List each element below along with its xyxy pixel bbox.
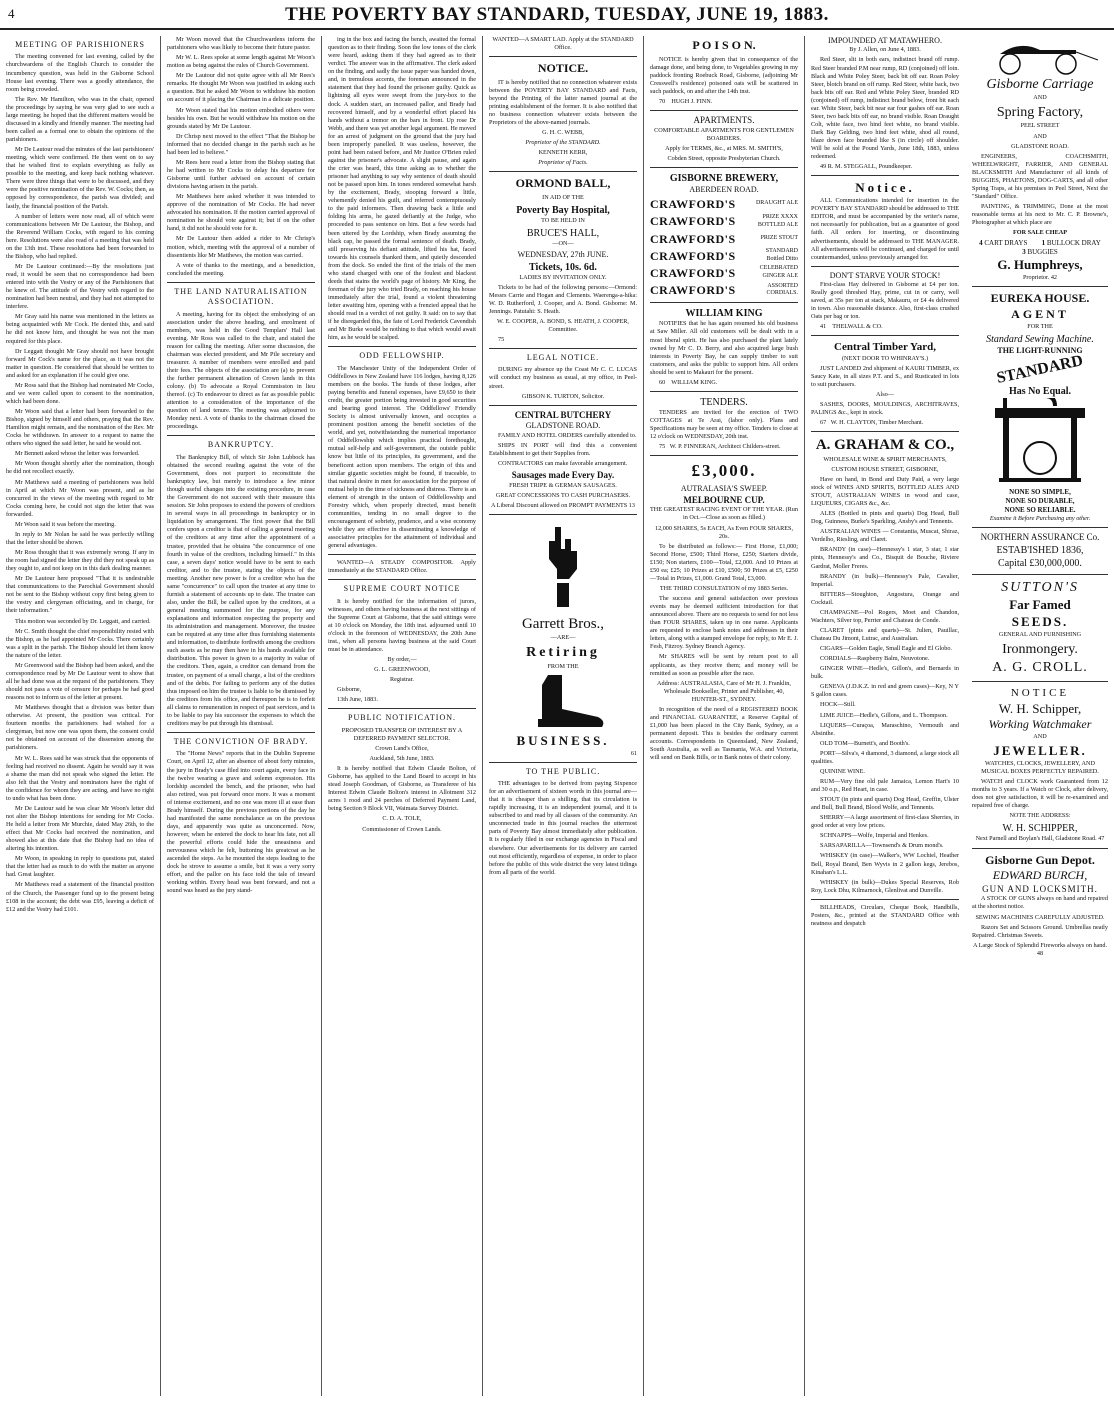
article-title: BANKRUPTCY. <box>207 440 275 450</box>
paragraph: ALL Communications intended for insertion in the POVERTY BAY STANDARD should be addressed to THE EDITOR, and must be accompanied by the writer's name, not necessarily for publication, but as a guarantee of good faith. All orders for inserting, or discontinuing advertisements, should be addressed to THE MANAGER. All advertisements will be continued, and charged for until countermanded, unless previously arranged for. <box>811 197 959 261</box>
signature: 75 W. P. FINNERAN, Architect Childers-street. <box>659 443 781 451</box>
paragraph: PAINTING, & TRIMMING, Done at the most reasonable terms at his next to Mr. C. P. Browne's, Photographer at which place are <box>972 203 1108 227</box>
no-equal: Has No Equal. <box>1009 385 1071 397</box>
paragraph: A STOCK OF GUNS always on hand and repaired at the shortest notice. <box>972 895 1108 911</box>
impounded-sub: By J. Allen, on June 4, 1883. <box>849 46 921 54</box>
sweep-title: AUTRALASIA'S SWEEP. <box>680 484 768 494</box>
notice-title: NOTICE. <box>537 61 589 76</box>
paragraph: THE advantages to be derived from paying Sixpence for an advertisement of sixteen words in this journal are—that it is cheaper than a shilling, that its circulation is rapidly increasing, it is an independent journal, and it is subscribed to and read by all classes of the community. An unconnected trade in this journal reaches the uttermost parts of Poverty Bay almost immediately after publication. It is regularly filed in our exchange agencies in Fiscal and elsewhere. Our advertisements for its delivery are carried out most efficiently, regardless of expense, in order to place before the public of this wide district the very latest tidings from all parts of the world. <box>489 780 637 876</box>
schipper: W. H. Schipper, <box>998 700 1082 716</box>
gun-name: EDWARD BURCH, <box>992 868 1088 883</box>
brew-kind: PRIZE STOUT <box>760 234 798 241</box>
graham-item: CORDIALS—Raspberry Balm, Neuvotone. <box>820 655 930 663</box>
paragraph: Mr De Lautour continued:—By the resolutions just read, it would be seen that no correspondence had been entered into with the Vestry or any of the Parishioners that he knew of. The attitude of the Vestry with regard to the nomination had been neutral, and they had not attempted to interfere. <box>6 262 154 311</box>
article-title: ODD FELLOWSHIP. <box>359 351 445 361</box>
column-2 <box>161 36 321 1396</box>
brew-name: CRAWFORD'S <box>650 231 736 246</box>
signature: 41 THELWALL & CO. <box>820 323 883 331</box>
graham-item: SHERRY—A large assortment of first-class Sherries, in good order at very low prices. <box>811 814 959 830</box>
notice-title: Notice. <box>855 180 915 196</box>
seeds: SEEDS. <box>1011 613 1069 629</box>
article-title: THE LAND NATURALISATION ASSOCIATION. <box>174 286 308 307</box>
masthead <box>0 0 1114 30</box>
paragraph: It is hereby notified for the information of jurors, witnesses, and others having business at the next sittings of the Supreme Court at Gisborne, that the said sittings were at 10 o'clock on Monday, the 18th inst. adjourned until 10 o'clock in the forenoon of WEDNESDAY, the 20th June inst., when all persons having business at the said Court must be in attendance. <box>328 597 476 654</box>
signature: 60 WILLIAM KING. <box>659 378 718 386</box>
signature: KENNETH KERR, <box>538 149 588 157</box>
glove-illustration <box>489 519 637 609</box>
are-label: —ARE— <box>550 634 576 642</box>
paragraph: A vote of thanks to the meetings, and a benediction, concluded the meeting. <box>167 261 315 277</box>
paragraph: A number of letters were now read, all of which were communications between Mr De Lautour, the Bishop, and the Reverend William Cocks, with regard to his coming here. Resolutions were also read of a meeting that was held on the 13th inst. These resolutions had been forwarded to the Bishop, who had replied. <box>6 212 154 260</box>
place: Gisborne, <box>337 686 362 694</box>
paragraph: Mr W. L. Rees spoke at some length against Mr Woon's motion as being against the rules of Church Government. <box>167 54 315 70</box>
brew-row <box>650 231 798 247</box>
northern-assurance: NORTHERN ASSURANCE Co. <box>980 532 1100 543</box>
paragraph: Red Steer, slit in both ears, indistinct brand off rump. Red Steer branded P.M near rump, RD (conjoined) off loin. Black and White Poley Steer, back bit off ear. Roan Poley Steer, blotch brand on off rump. Red Steer, white back, two back bits off ear. Red and White Poley Steer, branded RD (conjoined) off rump, indistinct brand below, front bit each ear. White Steer, back bit near ear four gashes off ear. Roan Steer, two back bits off ear, no brand visible. Roan Draught Colt, white face, two hind feet white, no brand visible. Dark Bay Gelding, two hind feet white, shod all round, blaze down face branded like S (in circle) off shoulder. Will be sold at the Pound Yards, June 18th, 1883, unless redeemed. <box>811 56 959 161</box>
page-number: 4 <box>8 6 15 21</box>
ball-tickets: Tickets, 10s. 6d. <box>529 261 597 273</box>
paragraph: The Rev. Mr Hamilton, who was in the chair, opened the proceedings by saying he was very glad to see such a large meeting; he hoped that the different matters would be discussed in a kindly and friendly manner. The meeting had been called as a formal one to obtain the opinions of the parishioners. <box>6 95 154 144</box>
sewing-machine-illustration <box>972 398 1108 488</box>
paragraph: Mr SHARES will be sent by return post to all applicants, as they receive them; and money will be remitted as soon as possible after the race. <box>650 653 798 677</box>
paragraph: Mr Gray said his name was mentioned in the letters as being acquainted with Mr Cock. He denied this, and said he did not know him, and thought he was not the man required for this place. <box>6 313 154 345</box>
brew-kind: ASSORTED CORDIALS. <box>766 282 798 297</box>
signature: G. L. GREENWOOD, <box>374 666 430 674</box>
gun-depot: Gisborne Gun Depot. <box>985 852 1095 867</box>
paragraph: IT is hereby notified that no connection whatever exists between the POVERTY BAY STANDARD and Facts, beyond the Printing of the latter named journal at the printing establishment of the former. It is also notified that no business connection whatever exists between the Proprietors of the above-named journals. <box>489 78 637 127</box>
column-6 <box>966 36 1114 1396</box>
graham-item: BRANDY (in bulk)—Hennessy's Pale, Cavalier, Imperial. <box>811 572 959 588</box>
timber-title: Central Timber Yard, <box>834 341 936 354</box>
newspaper-title: THE POVERTY BAY STANDARD, TUESDAY, JUNE 19, 1883. <box>285 4 829 25</box>
graham-item: SCHNAPPS—Wolfe, Imperial and Henkes. <box>820 832 929 840</box>
paragraph: Mr Matthews thought that a division was better than otherwise. At present, the position was critical. For fourteen months the parishioners had wished for a clergyman, but now one was upon them, the consent could not be obtained on account of the dissension among the parishioners. <box>6 704 154 752</box>
graham-sub: WHOLESALE WINE & SPIRIT MERCHANTS, <box>823 455 947 463</box>
ball-hospital: Poverty Bay Hospital, <box>516 205 610 216</box>
article-title: TO THE PUBLIC. <box>525 766 601 776</box>
brew-list <box>650 196 798 298</box>
article-title: MEETING OF PARISHIONERS <box>15 40 145 49</box>
brew-name: CRAWFORD'S <box>650 248 736 263</box>
ball-held: TO BE HELD IN <box>541 217 585 224</box>
paragraph: THE GREATEST RACING EVENT OF THE YEAR. (Run in Oct.—Close as soon as filled.) <box>650 506 798 522</box>
column-5 <box>805 36 965 1396</box>
paragraph: It is hereby notified that Edwin Claude Bolton, of Gisborne, has applied to the Land Board to accept in his stead Joseph Goodman, of Gisborne, as Transferee of his Interest Edwin Claude Bolton's interest in Allotment 312 acres 1 rood and 24 perches of Deferred Payment Land, being Section 9 Block VII, Waimata Survey District. <box>328 765 476 813</box>
column-3-ads <box>483 36 643 1396</box>
carriage-illustration <box>972 36 1108 76</box>
brew-name: CRAWFORD'S <box>650 266 736 281</box>
graham-item: BRANDY (in case)—Hennessy's 1 star, 3 star, 1 star pints, Hennessy's and Co., Bisquit de Bouche, Riviere Gardrat, Moller Freres. <box>811 546 959 570</box>
paragraph: The Manchester Unity of the Independent Order of Oddfellows in New Zealand have 116 lodges, having 8,126 members on the books. The funds of these lodges, after paying benefits and funeral expenses, have £9,650 to their credit, the greater portion being invested in good securities and bearing good interest. The Oddfellows' Friendly Society is almost universally known, and occupies a prominent position among the benefit societies of the world, and yet, notwithstanding the numerical importance of Oddfellowship which implies practical forethought, mutual self-help and self-government, the outside public know but little of its principles, its government, and the beneficent action upon members. The origin of this and similar gigantic societies might be found, if traceable, to that natural desire in men for association for the purpose of mutual help in the time of sickness and distress. There is an element of strength in the unison of Oddfellowship and Forestry which, when properly directed, must benefit communities, tending in no small degree to the encouragement of sobriety, prudence, and a wise economy while they are effective in disseminating a knowledge of associative principles for the attainment of individual and general advantages. <box>328 364 476 550</box>
sale-item: 1 BULLOCK DRAY <box>1041 239 1101 248</box>
column-1 <box>0 36 160 1396</box>
tripe: FRESH TRIPE & GERMAN SAUSAGES. <box>509 481 617 489</box>
paragraph: ing in the box and facing the bench, awaited the formal question as to their finding. Soon the low tones of the clerk were heard, asking them if they had agreed as to their verdict. The answer was in the affirmative. The clerk asked on the finding, and sadly the issue paper was handed down, and, in tremulous accents, the foreman announced in the statement that they had found the prisoner guilty. Quick as lightning all eyes were swept from the jury-box to the dock. A sudden start, an increased pallor, and Brady had recovered himself, and by a wonderful effort placed his hands without a tremor on the bars in front. Up rose Dr Webb, and there was yet another legal argument. He moved for an arrest of judgment on the ground that the jury had been improperly panelled. It was useless, however, the point had been raised before, and Mr Justice O'Brien ruled against the prisoner's advocate. A slight pause, and again the crier was heard, this time asking as to whether the prisoner had anything to say why sentence of death should not be passed upon him. In tones rendered somewhat harsh by the excitement, Brady, stooping forward a little, vehemently denied his guilt, and referred contemptuously to the paid informers. Then drawing back a little and folding his arms, he gazed defiantly at the Judge, who proceeded to pass sentence on him. But a few words had been uttered by the Lordship, when Brady assuming the black cap, he passed the formal sentence of death. Brady, still preserving his defiant attitude, lifted his hat, faced towards his counsels thanked them, and quietly descended from the dock. So ended the first of the trials of the men who stand charged with one of the foulest and blackest deeds that stains the world's page of history. Mr King, the foreman of the jury who tried Brady, on reaching his house immediately after the trial, found a violent threatening letter awaiting him, opening with a frenzied appeal that he should read in a verdict of not guilty. It said: on to say that if he disregarded this, the fate of Lord Frederick Cavendish and Mr Burke would be nothing to that which would await him, as he would be scalped. <box>328 36 476 342</box>
paragraph: NOTIFIES that he has again resumed his old business at Saw Miller. All old customers will be dealt with in a most liberal spirit. He has also purchased the plant lately owned by Mr C. D. Berry, and also acquired large bush interests in Poverty Bay, he can supply timber to suit customers, and asks the public to support him. All orders should be sent to Makauri for the present. <box>650 320 798 376</box>
impounded-title: IMPOUNDED AT MATAWHERO. <box>828 36 942 45</box>
capital: Capital £30,000,000. <box>998 557 1082 569</box>
signature: GIBSON K. TURTON, Solicitor. <box>521 392 605 400</box>
paragraph: Cobden Street, opposite Presbyterian Church. <box>667 154 781 162</box>
croll: A. G. CROLL. <box>992 660 1088 676</box>
paragraph: Mr De Lautour read the minutes of the last parishioners' meeting, which were confirmed. He then went on to say that he wished first to explain everything as fully as possible to the meeting, and keep back nothing whatever. There were three things that were to be discussed, and they were the positive nomination of the Rev. W. Cocks; then, as opposed by correspondence, the parish was divided; and lastly, the financial position of the Parish. <box>6 146 154 210</box>
subtitle: PROPOSED TRANSFER OF INTEREST BY A DEFERRED PAYMENT SELECTOR. <box>341 726 463 742</box>
graham-item: OLD TOM—Burnett's, and Booth's. <box>820 739 910 747</box>
ball-invitation: LADIES BY INVITATION ONLY. <box>519 273 607 281</box>
graham-item: SARSAPARILLA—Townsend's & Drum mond's. <box>820 842 944 850</box>
and-label: AND <box>1033 132 1047 140</box>
established: ESTAB'ISHED 1836, <box>996 544 1084 556</box>
standard-brand: STANDARD <box>995 352 1085 387</box>
graham-item: BITTERS—Stoughton, Angostura, Orange and Cocktail. <box>811 590 959 606</box>
none-simple: NONE SO SIMPLE, <box>1009 487 1071 496</box>
paragraph: Mr De Lautour then added a rider to Mr Chrisp's motion, which, meeting with the approval of a number of dissentients like Mr Matthews, the motion was carried. <box>167 235 315 259</box>
sale-item: 3 BUGGIES <box>1022 248 1058 257</box>
none-reliable: NONE SO RELIABLE. <box>1004 506 1076 515</box>
ball-aid: IN AID OF THE <box>542 193 584 201</box>
paragraph: Mr Woon stated that his motion embodied others were besides his own. But he would withdraw his motion on the grounds stated by Mr De Lautour. <box>167 106 315 130</box>
signature: 49 R. M. STEGGALL, Poundkeeper. <box>820 163 913 171</box>
sweep-cup: MELBOURNE CUP. <box>683 494 765 505</box>
brew-row <box>650 248 798 264</box>
graham-item: HOCK—Still. <box>820 701 856 709</box>
paragraph: DURING my absence up the Coast Mr C. C. LUCAS will conduct my business as usual, at my office, in Peel-street. <box>489 366 637 390</box>
article-title: THE CONVICTION OF BRADY. <box>173 736 309 746</box>
jeweller: JEWELLER. <box>993 743 1087 759</box>
role: Registrar. <box>390 676 414 684</box>
watchmaker: Working Watchmaker <box>988 717 1092 732</box>
from-label: FROM THE <box>547 662 579 670</box>
signature: C. D. A. TOLE, <box>382 815 422 823</box>
office: Crown Land's Office, <box>375 744 429 752</box>
paragraph: The success and general satisfaction over previous events may be deemed sufficient introduction for that announced above. There are no requests to send for not less than FOUR SHARES, taken up in one name. Applicants are requested to enclose bank notes and addresses in their letters, along with a stamped envelope for reply, to Mr E. J. Fesh, Fitzroy. Sydney Branch Agency. <box>650 595 798 651</box>
graham-item: LIQUERS—Curaçoa, Maraschino, Vermouth and Absinthe. <box>811 721 959 737</box>
paragraph: Have on hand, in Bond and Duty Paid, a very large stock of WINES AND SPIRITS, BOTTLED ALES AND STOUT, AUSTRALIAN WINES in wood and case, LIQUEURS, CIGARS &c., &c. <box>811 475 959 508</box>
schipper-name: W. H. SCHIPPER, <box>1002 823 1078 835</box>
paragraph: Dr Leggatt thought Mr Gray should not have brought forward Mr Cock's name for the place, as it was not the matter in question. He considered that should be written to and asked for an explanation if he could give one. <box>6 347 154 379</box>
pointing-hand-icon <box>543 519 583 609</box>
article-title: SUPREME COURT NOTICE <box>343 584 461 594</box>
graham-item: WHISKEY (in case)—Walker's, WW Lochiel, Heather Bell, Royal Brand, Ben Wyvis in 2 gallon kegs, Jerebos, Kinahan's L.L. <box>811 852 959 876</box>
graham-item: RUM—Very fine old pale Jamaica, Lemon Hart's 10 and 30 o.p., Red Heart, in case. <box>811 777 959 794</box>
paragraph: The Bankruptcy Bill, of which Sir John Lubbock has obtained the second reading against the vote of the Government, does not purport to reconstitute the bankruptcy law, but merely to introduce a few minor though useful changes into the existing procedure, in case the Government do not succeed with their measure this session. Sir John proposes to extend the powers of creditors in several ways in all proceedings in bankruptcy or in liquidation by arrangement. The first power that the Bill confers upon a creditor is that of calling a general meeting of the creditors at any time after the appointment of a trustee, provided that he obtains "the concurrence of one fourth in value of the creditors, including himself." In this case, a seven days' notice would have to be sent to each creditor, and to the trustee, stating the objects of the meeting. Another new power is for a creditor who has the same "concurrence" to call upon the trustee at any time to furnish a statement of accounts up to date. The trustee can also, under the Bill, be called upon by the creditors, at a general meeting summoned for the purpose, for any explanations and information respecting the property and its administration and management. Moreover, the trustee can be required at any time after thus furnishing statements and information, to distribute forthwith among the creditors such assets as he may then have in his hands available for distribution. This power is given to a majority in value of the creditors. Then, again, a creditor can demand from the trustee, on payment of a small charge, a list of the creditors and of the debts. For failing to perform any of the duties thus imposed on him the trustee is liable to be dismissed by the creditors from his office, and thereupon he is to forfeit all claims to remuneration in respect of past services, and is to be liable to pay his successor the expenses to which the creditors may be put through his dismissal. <box>167 453 315 727</box>
retiring: Retiring <box>526 645 600 661</box>
article-title: PUBLIC NOTIFICATION. <box>348 713 456 723</box>
poison-title: P O I S O N. <box>692 38 756 52</box>
street: PEEL STREET <box>1020 122 1060 130</box>
and-label: AND <box>1033 94 1047 102</box>
paragraph: First-class Hay delivered in Gisborne at £4 per ton. Really good threshed Hay, prime, cut in or carry, well saved, at 35s per ton at stack, Makauru, or £4 4s delivered in town. Also reasonable distance. Also, first-class crushed Oats per bag or ton. <box>811 281 959 321</box>
signature-line: By order,— <box>387 656 417 664</box>
suttons: SUTTON'S <box>1001 579 1079 595</box>
paragraph: Mr Ross thought that it was extremely wrong. If any in the room had signed the letter they did they not speak up as they ought to, and not keep on in this dark dealing manner. <box>6 549 154 573</box>
role: Commissioner of Crown Lands. <box>362 825 442 833</box>
graham-item: WHISKEY (in bulk)—Dukes Special Reserves, Rob Roy, Lock Dhu, Kilmarnock, Glenlivat and Dunville. <box>811 878 959 894</box>
brew-name: CRAWFORD'S <box>650 283 736 298</box>
paragraph: A meeting, having for its object the embodying of an association under the above heading, and enrolment of members, was held in the Good Templars' Hall last evening. Mr Ross was called to the chair, and stated the reason for calling the meeting. After some discussion, the chairman was elected president, and Mr Pile secretary and treasurer. A number of members were enrolled and paid their fees. The objects of the association are (a) to prevent the further permanent alienation of Crown lands in this colony. (b) To advocate a Royal Commission in lieu thereof. (c) To endeavour to direct as far as possible public attention to a consideration of the importance of the question of land tenure. The meeting was adjourned to Monday next. A vote of thanks to the chairman closed the proceedings. <box>167 310 315 431</box>
sweep-amount: £3,000. <box>691 461 757 481</box>
paragraph: Mr De Lautour did not quite agree with all Mr Rees's remarks. He thought Mr Woon was justified in asking such a question. But he asked Mr Woon to withdraw his motion on account of it placing the Chairman in a delicate position. <box>167 72 315 104</box>
committee: W. E. COOPER, A. BOND, S. HEATH, J. COOPER, Committee. <box>497 317 629 333</box>
paragraph: This motion was seconded by Dr. Leggatt, and carried. <box>15 617 151 625</box>
gun-role: GUN AND LOCKSMITH. <box>982 883 1098 894</box>
paragraph: Mr W. L. Rees said he was struck that the opponents of feeling had received no dissent. Again he would say it was a shame the man did not speak who signed the letter. He also felt that the Vestry and nominators have the right of the confidence for whom they are acting, and have no right to undo what has been done. <box>6 754 154 802</box>
graham-item: STOUT (in pints and quarts) Dog Head, Greffin, Ulster and Bull, Bull Brand, Blood Wolfe, and Tennents. <box>811 796 959 812</box>
paragraph: Mr Woon said it was before the meeting. <box>15 520 116 528</box>
sale-item: 4 CART DRAYS <box>979 239 1028 248</box>
paragraph: WATCH and CLOCK work Guaranteed from 12 months to 3 years. If a Watch or Clock, after delivery, does not give satisfaction, it will be re-examined and repaired free of charge. <box>972 778 1108 810</box>
brew-kind: CELEBRATED GINGER ALE <box>759 265 798 280</box>
general: GENERAL AND FURNISHING <box>998 630 1082 638</box>
graham-item: CLARET (pints and quarts)—St. Julien, Pauillac, Chateau Du Jimont, Lutrac, and Australian. <box>811 626 959 643</box>
ball-hall: BRUCE'S HALL, <box>526 228 600 240</box>
signature: 70 HUGH J. FINN. <box>659 97 713 105</box>
paragraph: Mr Matthews here asked whether it was intended to approve of the nomination of Mr Cocks. He had never advocated his nomination. If the motion carried approval of nomination he should vote against it; but if on the other hand, it did not he should vote for it. <box>167 193 315 233</box>
paragraph: Mr Rees here read a letter from the Bishop stating that he had written to Mr Cocks to delay his departure for Gisborne until further advised on account of certain divisions having arisen in the parish. <box>167 158 315 191</box>
brew-row <box>650 265 798 281</box>
paragraph: A Large Stock of Splendid Fireworks always on hand. 48 <box>972 941 1108 957</box>
paragraph: Mr Ross said that the Bishop had nominated Mr Cocks, and we were called upon to consent to the nomination, which had been done. <box>6 381 154 405</box>
wanted-ad: WANTED—A STEADY COMPOSITOR. Apply immediately at the STANDARD Office. <box>328 559 476 575</box>
graham-item: AUSTRALIAN WINES — Constantia, Muscat, Shiraz, Verdelho, Riesling, and Claret. <box>811 528 959 544</box>
notice2: NOTICE <box>1010 687 1070 700</box>
carriage-icon <box>980 36 1100 76</box>
paragraph: Dr Chrisp next moved to the effect "That the Bishop be informed that no decided change in the parish such as he had been led to believe." <box>167 132 315 156</box>
paragraph: 12,000 SHARES, 5s EACH, As Even FOUR SHARES, 20s. <box>654 524 794 540</box>
ball-date: WEDNESDAY, 27th JUNE. <box>517 250 609 260</box>
paragraph: In recognition of the need of a REGISTERED BOOK and FINANCIAL GUARANTEE, a Reserve Capital of £1,000 has been placed in the City Bank, Sydney, as a permanent deposit. This is besides the ordinary current accounts. Correspondents in Queensland, New Zealand, South Australia, as well as Tasmania, W.A. and Victoria, will send on Bank Bills, or in Bank notes of their colony. <box>650 705 798 762</box>
ball-title: ORMOND BALL, <box>515 176 611 191</box>
role: Proprietor of Facts. <box>538 159 588 167</box>
paragraph: In reply to Mr Nolan he said he was perfectly willing that the letter should be shown. <box>6 530 154 546</box>
dont-starve-title: DON'T STARVE YOUR STOCK! <box>829 270 941 280</box>
date: 13th June, 1883. <box>337 696 378 704</box>
column-3 <box>322 36 482 1396</box>
carriage-factory: Spring Factory, <box>996 105 1084 121</box>
and-label: AND <box>1033 733 1047 741</box>
signature: 67 W. H. CLAYTON, Timber Merchant. <box>820 419 924 427</box>
examine: Examine it Before Purchasing any other. <box>989 515 1091 523</box>
graham-item: QUININE WINE. <box>820 767 865 775</box>
paragraph: The "Home News" reports that in the Dublin Supreme Court, on April 12, after an absence of about forty minutes, the jury in Brady's case filed into court again, every face in the twelve wearing a grave and solemn expression. His lordship ascended the bench, and the prisoner, who had also retired, was put forward once more. It was a moment of intense excitement, and no one was more ill at ease than Brady himself. During the previous portions of the day he had manifested the same nonchalance as on the previous days, and apparently was quite as unconcerned. Now, however, when he entered the dock to hear his fate, not all the powerful efforts could hide the uneasiness and nervousness which he felt, buttoning his greatcoat as he ascended the steps. As he mounted the steps leading to the dock he strove to assume a smile, but it was a very sorry effort, and the pallor on his face told the tale of inward working within. Every head was bent forward, and not a sound was heard as the jury stand- <box>167 750 315 895</box>
graham-title: A. GRAHAM & CO., <box>815 437 955 454</box>
apartments-title: APARTMENTS. <box>693 114 755 125</box>
paragraph: Apply for TERMS, &c., at MRS. M. SMITH'S, <box>665 144 783 152</box>
eureka: EUREKA HOUSE. <box>990 291 1090 306</box>
paragraph: CONTRACTORS can make favorable arrangement. <box>498 459 628 467</box>
brew-kind: PRIZE XXXX BOTTLED ALE <box>757 213 798 228</box>
carriage-title: Gisborne Carriage <box>986 77 1094 92</box>
paragraph: Mr Greenwood said the Bishop had been asked, and the correspondence read by Mr De Lautour went to show that all he had done was at the request of the parishioners. They should not pass a vote of censure for perhaps he had good reasons not to inform us of the letter at present. <box>6 661 154 702</box>
paragraph: SHIPS IN PORT will find this a convenient Establishment to get their Supplies from. <box>489 441 637 457</box>
column-4 <box>644 36 804 1396</box>
business: BUSINESS. <box>516 732 610 748</box>
ad-number: 75 <box>498 335 505 343</box>
paragraph: THE THIRD CONSULTATION of my 1883 Series. <box>659 584 789 592</box>
sale-items <box>972 239 1108 248</box>
butchery-sub: GLADSTONE ROAD. <box>525 421 601 431</box>
graham-item: PORT—Silva's, 4 diamond, 3 diamond, a large stock all qualities. <box>811 749 959 765</box>
paragraph: Mr Woon said that a letter had been forwarded to the Bishop, signed by himself and others, praying that the Rev. Hamilton might remain, and the nomination of the Rev. Mr Cocks be withdrawn. In answer to a request to name the others who signed the said letter, he said he would not. <box>6 408 154 448</box>
boot-icon <box>518 673 608 733</box>
paragraph: Mr Matthews said a meeting of parishioners was held in April at which Mr Woon was present, and as he concurred in the views of the meeting with regard to Mr Cocks coming here, he could not sign the letter that was forwarded. <box>6 478 154 518</box>
paragraph: To be distributed as follows:— First Horse, £1,000; Second Horse, £500; Third Horse, £250; Starters divide, £150; Non starters, £100—Total, £2,000. And 10 Prizes at £50 ea; £25; 10 Prizes at £10, £500; 50 Prizes at £5, £250—Total in Prizes, £1,000. Grand Total, £3,000. <box>650 542 798 582</box>
paragraph: Mr De Lautour said he was clear Mr Woon's letter did not alter the Bishop intentions for sending for Mr Cocks. He held a letter from Mr Murchie, dated May 26th, to the effect that Mr Cocks had received the nomination, and showed also at this date that the Bishop had no idea of altering his intention. <box>6 804 154 853</box>
ironmongery: Ironmongery. <box>1002 641 1078 657</box>
paragraph: Mr Matthews read a statement of the financial position of the Church, the Passenger fund up to the present being £108 in the account; the debt was £95, leaving a deficit of £12 and the Vestry had £101. <box>6 881 154 913</box>
schipper-address: Next Parnell and Boylan's Hall, Gladstone Road. 47 <box>975 835 1105 843</box>
graham-items <box>811 510 959 895</box>
humphreys: G. Humphreys, <box>997 257 1083 273</box>
paragraph: Mr Woon thought shortly after the nomination, though he did not recollect exactly. <box>6 460 154 476</box>
sewing-machine-icon <box>985 398 1095 488</box>
brewery-title: GISBORNE BREWERY, <box>669 172 779 184</box>
paragraph: Mr C. Smith thought the chief responsibility rested with the Bishop, as he had appointed Mr Cocks. There certainly was a split in the parish. The Bishop should let them know the nature of the letter. <box>6 627 154 659</box>
boot-illustration <box>489 673 637 733</box>
paragraph: COMFORTABLE APARTMENTS FOR GENTLEMEN BOARDERS. <box>654 126 794 142</box>
paragraph: NOTICE is hereby given that in consequence of the damage done, and being done, to Vegetables growing in my paddock fronting Roebuck Road, Gisborne, (adjoining Mr Cresswell's residence) poisoned oats will be scattered in such paddock, on and after the 14th inst. <box>650 55 798 95</box>
graham-item: CHAMPAGNE—Pol Rogers, Moet and Chandon, Wachters, Silver top, Perrier and Chateau de Conde. <box>811 608 959 624</box>
paragraph: ENGINEERS, COACHSMITH, WHEELWRIGHT, FARRIER, AND GENERAL BLACKSMITH And Manufacturer of all kinds of BUGGIES, PHAETONS, DOG-CARTS, and all other Spring Traps, at his premises in Peel Street, Next the "Standard" Office. <box>972 152 1108 200</box>
brew-row <box>650 196 798 212</box>
ad-number: 61 <box>630 749 637 757</box>
address: Address: AUSTRALASIA, Care of Mr H. J. Franklin, Wholesale Bookseller, Printer and Publisher, 40, HUNTER-ST., SYDNEY. <box>657 679 791 703</box>
graham-item: LIME JUICE—Hedle's, Gillons, and L. Thompson. <box>820 711 948 719</box>
brew-row <box>650 282 798 298</box>
agent: AGENT <box>1011 306 1069 321</box>
tenders-title: TENDERS. <box>700 396 748 408</box>
proprietor: Proprietor. 42 <box>1022 274 1058 282</box>
far-famed: Far Famed <box>1009 597 1071 613</box>
paragraph: Razors Set and Scissors Ground. Umbrellas neatly Repaired. Christmas Sweets. <box>972 923 1108 939</box>
paragraph: Mr De Lautour here proposed "That it is undesirable that communications to the Parochial Government should not be sent to the Bishop without copy first being given to the vestry and clergyman officiating, and in charge, for their information." <box>6 575 154 615</box>
date: Auckland, 5th June, 1883. <box>369 755 435 763</box>
repairs: WATCHES, CLOCKS, JEWELLERY, AND MUSICAL BOXES PERFECTLY REPAIRED. <box>981 760 1099 776</box>
paragraph: BILLHEADS, Circulars, Cheque Book, Handbills, Posters, &c., printed at the STANDARD Office with neatness and despatch <box>811 903 959 927</box>
brewery-sub: ABERDEEN ROAD. <box>689 184 759 194</box>
paragraph: The meeting convened for last evening, called by the churchwardens of the English Church to consider the incumbency question, was held in the Gisborne School House last evening. There was a goodly attendance, the room being crowded. <box>6 53 154 93</box>
brew-kind: DRAUGHT ALE <box>755 200 798 207</box>
paragraph: Tickets to be had of the following persons:—Ormond: Messrs Carrie and Hogan and Clements. Waerenga-a-hika: W. D. Rutherford, J. Cooper, and A. Bond. Gisborne: M. Jennings. Patutahi: S. Heath. <box>489 283 637 315</box>
graham-item: GINGER WINE—Hedle's, Gillon's, and Bernards in bulk. <box>811 665 959 681</box>
paragraph: TENDERS are invited for the erection of TWO COTTAGES at Te Arai, (labor only). Plans and Specifications may be seen at my office. Tenders to close at 12 o'clock on WEDNESDAY, 20th inst. <box>650 408 798 441</box>
brew-name: CRAWFORD'S <box>650 214 736 229</box>
role: Proprietor of the STANDARD. <box>525 139 601 147</box>
also: Also— <box>876 391 894 399</box>
sewing: Standard Sewing Machine. <box>986 333 1094 345</box>
paragraph: Mr Woon, in speaking in reply to questions put, stated that the letter had as much to do with the matter as anyone had. Great laughter. <box>6 855 154 879</box>
paragraph: SASHES, DOORS, MOULDINGS, ARCHITRAVES, PALINGS &c., kept in stock. <box>811 401 959 417</box>
paragraph: Mr Woon moved that the Churchwardens inform the parishioners who was likely to become their future pastor. <box>167 36 315 52</box>
sale-title: FOR SALE CHEAP <box>1013 229 1067 237</box>
for-the: FOR THE <box>1027 322 1053 330</box>
brew-row <box>650 213 798 229</box>
paragraph: FAMILY AND HOTEL ORDERS carefully attended to. <box>498 431 637 439</box>
paragraph: JUST LANDED 2nd shipment of KAURI TIMBER, ex Saucy Kate, in all sizes P.T. and S., and Rusticated in lots to suit purchasers. <box>811 364 959 388</box>
paragraph: Mr Bennett asked whose the letter was forwarded. <box>15 450 140 458</box>
paragraph: SEWING MACHINES CAREFULLY ADJUSTED. <box>975 913 1105 921</box>
discount: A Liberal Discount allowed on PROMPT PAYMENTS 13 <box>491 501 635 509</box>
garrett-name: Garrett Bros., <box>521 615 605 632</box>
wanted-ad: WANTED—A SMART LAD. Apply at the STANDARD Office. <box>492 36 634 52</box>
william-king-title: WILLIAM KING <box>685 308 763 320</box>
sausages: Sausages made Every Day. <box>511 469 615 480</box>
cash: GREAT CONCESSIONS TO CASH PURCHASERS. <box>495 491 631 499</box>
brew-kind: STANDARD Bottled Ditto <box>765 248 798 262</box>
signature: G. H. C. WEBB, <box>542 129 584 137</box>
graham-sub: CUSTOM HOUSE STREET, GISBORNE, <box>831 465 939 473</box>
graham-item: GENEVA (J.D.K.Z. in red and green cases)—Key, N Y S gallon cases. <box>811 683 959 699</box>
note-address: NOTE THE ADDRESS: <box>1009 812 1071 820</box>
light-running: THE LIGHT-RUNNING <box>997 345 1083 355</box>
graham-item: ALES (Bottled in pints and quarts) Dog Head, Bull Dog, Guinness, Burke's Sparkling, Ansby's and Tennents. <box>811 510 959 526</box>
timber-sub: (NEXT DOOR TO WHINRAY'S.) <box>841 354 929 362</box>
graham-item: CIGARS—Golden Eagle, Small Eagle and El Globo. <box>820 645 952 653</box>
road: GLADSTONE ROAD. <box>1011 142 1069 150</box>
none-durable: NONE SO DURABLE, <box>1005 496 1075 505</box>
butchery-title: CENTRAL BUTCHERY <box>514 409 612 420</box>
brew-name: CRAWFORD'S <box>650 197 736 212</box>
ball-on: —ON— <box>552 240 574 248</box>
legal-title: LEGAL NOTICE. <box>526 353 600 363</box>
